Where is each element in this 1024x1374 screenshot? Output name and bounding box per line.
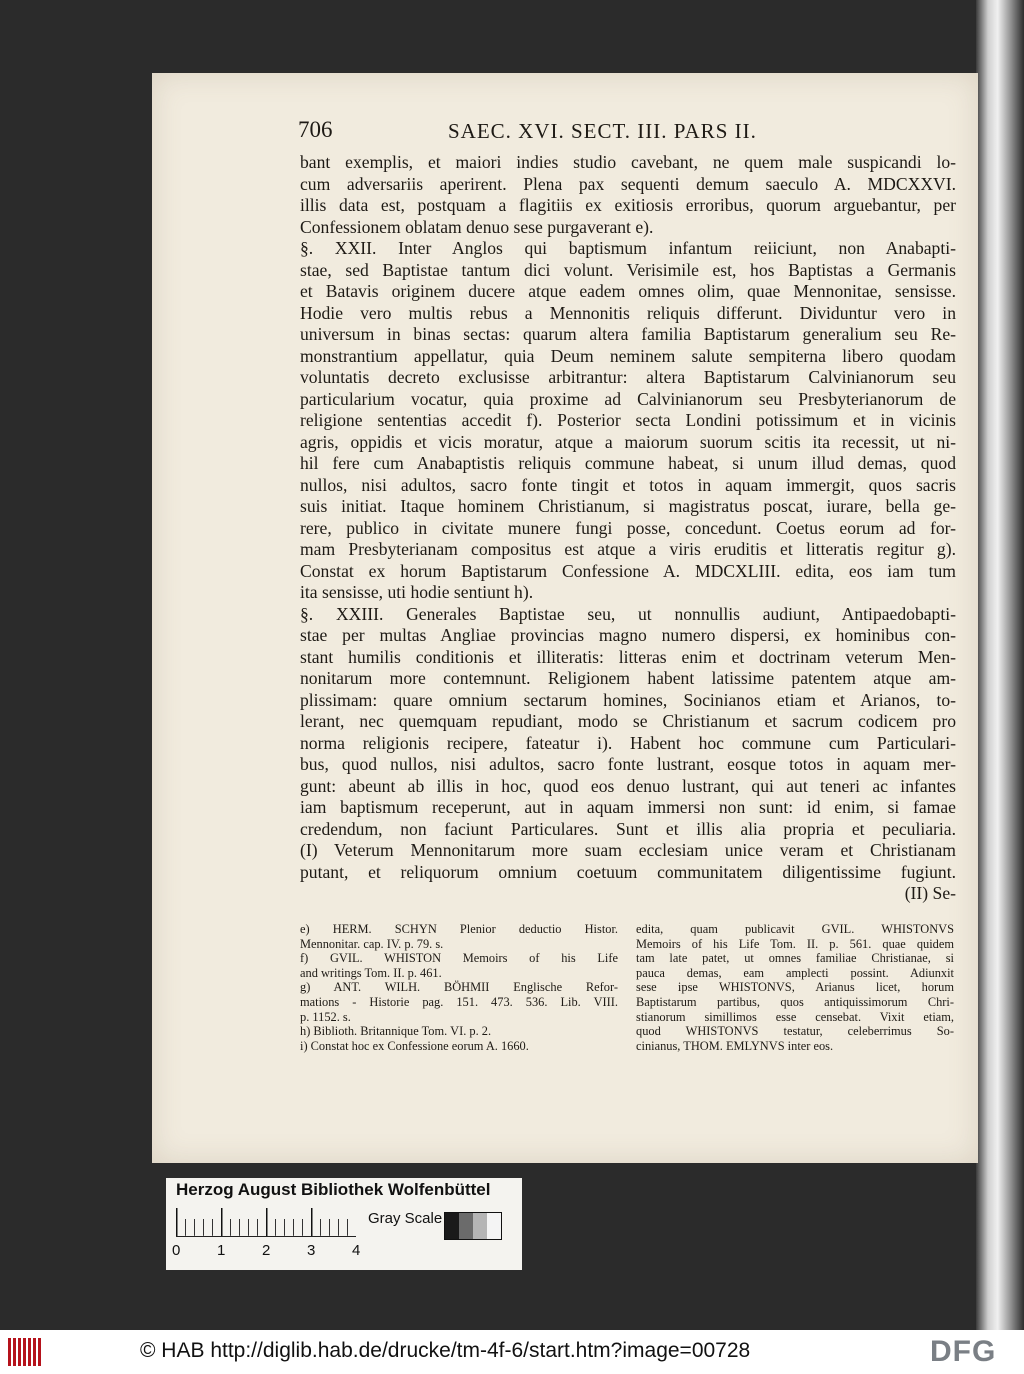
scale-number: 2	[262, 1242, 271, 1259]
footnote-line: quod WHISTONVS testatur, celeberrimus So-	[636, 1024, 954, 1039]
body-line: stant humilis conditionis et illiteratis: litteras enim et doctrinam veterum Men-	[300, 646, 956, 667]
hab-barcode-logo-icon	[8, 1338, 42, 1366]
footnote-line: stianorum simillimos esse censebat. Vixit etiam,	[636, 1009, 954, 1024]
running-head: SAEC. XVI. SECT. III. PARS II.	[448, 119, 757, 143]
body-line: nullos, nisi adultos, sacro fonte tingit et totos in aquam immergit, quos sacris	[300, 474, 956, 495]
body-line: iam baptismum receperunt, aut in aquam immersi non sunt: id enim, si famae	[300, 797, 956, 817]
body-line: voluntatis decreto exclusisse arbitrantur: altera Baptistarum Calvinianorum seu	[300, 367, 956, 387]
footnote-line: g) ANT. WILH. BÖHMII Englische Refor-	[300, 980, 618, 995]
body-line: monstrantium appellatur, quia Deum neminem salute sempiterna libero quodam	[300, 345, 956, 366]
scale-number: 1	[217, 1242, 226, 1259]
body-line: hil fere cum Anabaptistis reliquis commune habeat, si unum illud demas, quod	[300, 453, 956, 473]
gray-swatch	[473, 1213, 487, 1239]
body-line: lerant, nec quemquam repudiant, modo se Christianum et sacrum codicem pro	[300, 711, 956, 731]
gray-swatch	[487, 1213, 501, 1239]
scale-number: 0	[172, 1242, 181, 1259]
body-line: plissimam: quare omnium sectarum homines, Socinianos etiam et Arianos, to-	[300, 689, 956, 710]
body-line: putant, et reliquorum omnium coetuum communitatem diligentissime fugiunt.	[300, 861, 956, 882]
body-line: nonitarum more contemnunt. Religionem habent latissime patentem atque am-	[300, 668, 956, 688]
body-line: particularium vocatur, quia proxime ad Calvinianorum seu Presbyterianorum de	[300, 388, 956, 409]
footnote-line: f) GVIL. WHISTON Memoirs of his Life	[300, 951, 618, 966]
body-line: norma religionis recipere, fateatur i). Habent hoc commune cum Particulari-	[300, 732, 956, 753]
gray-swatch	[445, 1213, 459, 1239]
footnote-line: mations - Historie pag. 151. 473. 536. Lib. VIII.	[300, 994, 618, 1009]
footnote-line: Baptistarum partibus, quos antiquissimorum Chri-	[636, 994, 954, 1009]
body-line: universum in binas sectas: quarum altera familia Baptistarum generalium seu Re-	[300, 324, 956, 344]
body-line: credendum, non faciunt Particulares. Sunt et illis alia propria et peculiaria.	[300, 818, 956, 839]
body-line: gunt: abeunt ab illis in hoc, quod eos denuo lustrant, qui aut teneri ac infantes	[300, 775, 956, 796]
body-line: bus, quod nullos, nisi adultos, sacro fonte lustrant, eosque totos in aquam mer-	[300, 754, 956, 774]
body-line: Hodie vero multis rebus a Mennonitis reliquis differunt. Dividuntur vero in	[300, 302, 956, 323]
body-line: stae, sed Baptistae tantum dici volunt. Verisimile est, hos Baptistas a Germanis	[300, 259, 956, 280]
body-line: et Batavis originem ducere atque eadem omnes olim, quae Mennonitae, sensisse.	[300, 281, 956, 301]
footnote-line: pauca demas, eam amplecti possint. Adiunxit	[636, 965, 954, 980]
ruler-major-ticks	[176, 1208, 356, 1236]
body-line: (II) Se-	[904, 883, 956, 903]
book-binding-edge	[976, 0, 1024, 1330]
body-line: Confessionem oblatam denuo sese purgaverant e).	[300, 216, 654, 237]
body-line: §. XXIII. Generales Baptistae seu, ut nonnullis audiunt, Antipaedobapti-	[300, 603, 956, 624]
scale-number: 4	[352, 1242, 361, 1259]
viewer-footer	[0, 1330, 1024, 1374]
body-line: rere, publico in civitate munere fungi posse, concedunt. Coetus eorum ad for-	[300, 517, 956, 538]
page-number: 706	[298, 117, 333, 142]
dfg-logo: DFG	[930, 1335, 997, 1368]
body-line: cum adversariis aperirent. Plena pax sequenti demum saeculo A. MDCXXVI.	[300, 173, 956, 194]
scale-number: 3	[307, 1242, 316, 1259]
footnote-line: sese ipse WHISTONVS, Arianus licet, horum	[636, 980, 954, 995]
footnote-line: tam late patet, ut omnes familiae Christianae, si	[636, 951, 954, 966]
footnote-line: e) HERM. SCHYN Plenior deductio Histor.	[300, 922, 618, 936]
footnote-line: Memoirs of his Life Tom. II. p. 561. quae quidem	[636, 936, 954, 951]
body-line: agris, oppidis et vicis moratur, atque a maiorum suorum scitis ita recessit, ut ni-	[300, 431, 956, 452]
copyright-url[interactable]: © HAB http://diglib.hab.de/drucke/tm-4f-6/start.htm?image=00728	[140, 1339, 751, 1362]
body-line: mam Presbyterianam compositus est atque a viris eruditis et litteratis regitur g).	[300, 539, 956, 559]
body-line: (I) Veterum Mennonitarum more suam ecclesiam unice veram et Christianam	[300, 840, 956, 860]
body-line: ita sensisse, uti hodie sentiunt h).	[300, 582, 534, 602]
footnote-line: i) Constat hoc ex Confessione eorum A. 1660.	[300, 1038, 529, 1053]
body-line: religione sententias accedit f). Posterior secta Londini potissimum et in vicinis	[300, 410, 956, 430]
footnotes-right-column	[636, 922, 954, 1053]
body-line: bant exemplis, et maiori indies studio cavebant, ne quem male suspicandi lo-	[300, 152, 956, 172]
gray-swatch	[459, 1213, 473, 1239]
gray-scale-label: Gray Scale	[368, 1210, 443, 1227]
footnote-line: cinianus, THOM. EMLYNVS inter eos.	[636, 1038, 834, 1053]
body-line: stae per multas Angliae provincias magno numero dispersi, ex hominibus con-	[300, 625, 956, 645]
body-text	[300, 152, 956, 905]
footnote-line: Mennonitar. cap. IV. p. 79. s.	[300, 936, 444, 951]
body-line: Constat ex horum Baptistarum Confessione A. MDCXLIII. edita, eos iam tum	[300, 560, 956, 581]
footnotes-left-column	[300, 922, 618, 1053]
color-calibration-ruler	[166, 1178, 522, 1270]
footnote-line: edita, quam publicavit GVIL. WHISTONVS	[636, 922, 954, 936]
footnote-line: and writings Tom. II. p. 461.	[300, 965, 442, 980]
footnote-line: p. 1152. s.	[300, 1009, 351, 1024]
footnote-line: h) Biblioth. Britannique Tom. VI. p. 2.	[300, 1024, 492, 1039]
ruler-title: Herzog August Bibliothek Wolfenbüttel	[176, 1180, 491, 1199]
body-line: suis initiat. Itaque hominem Christianum, si magistratus poscat, iurare, bella ge-	[300, 496, 956, 516]
page-header	[298, 117, 958, 149]
body-line: §. XXII. Inter Anglos qui baptismum infantum reiiciunt, non Anabapti-	[300, 238, 956, 258]
body-line: illis data est, postquam a flagitiis ex exitiosis erroribus, quorum arguebantur, per	[300, 195, 956, 215]
gray-scale-swatches	[444, 1212, 502, 1240]
